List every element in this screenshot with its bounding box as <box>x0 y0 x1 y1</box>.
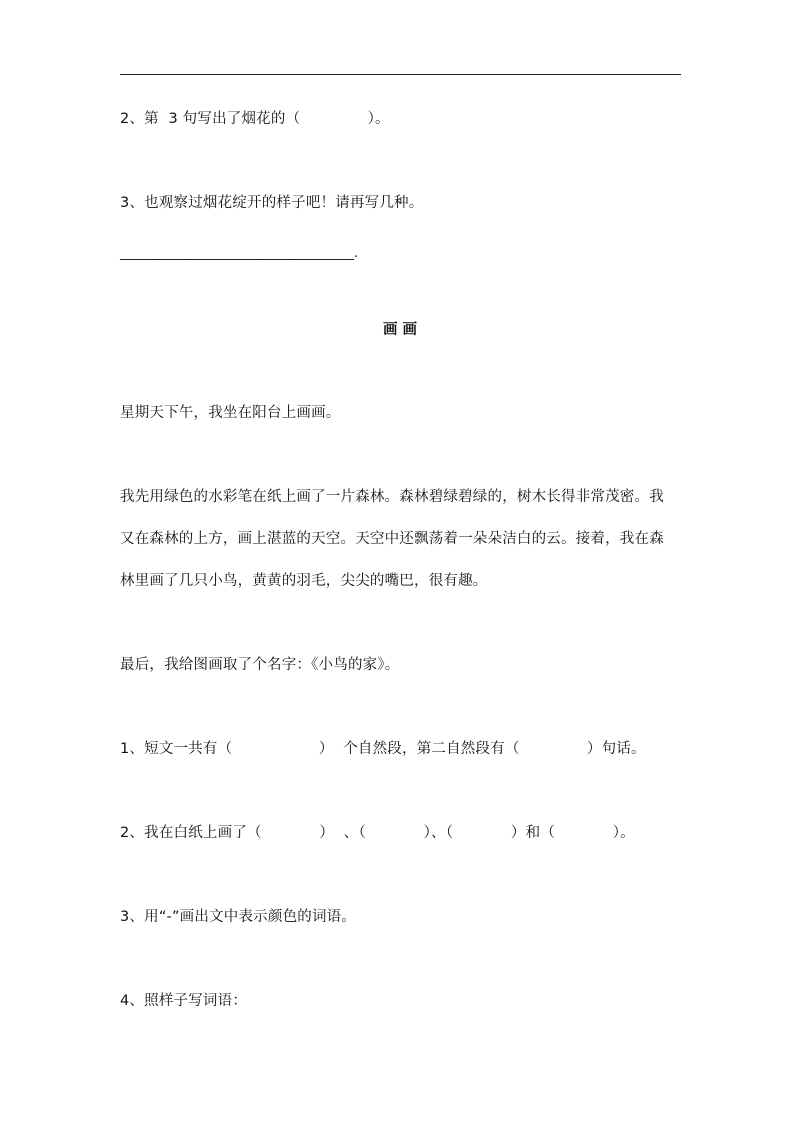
question-fireworks-2: 2、第 3 句写出了烟花的（ ）。 <box>120 111 390 127</box>
question-2: 2、我在白纸上画了（ ） 、（ ）、（ ）和（ ）。 <box>120 825 635 841</box>
paragraph-2-line-2: 又在森林的上方，画上湛蓝的天空。天空中还飘荡着一朵朵洁白的云。接着，我在森 <box>120 531 664 547</box>
question-4: 4、照样子写词语： <box>120 993 248 1009</box>
header-rule <box>120 74 681 75</box>
passage-title: 画 画 <box>382 322 418 338</box>
answer-blank-line: ____________________________________. <box>120 246 359 261</box>
question-1: 1、短文一共有（ ） 个自然段，第二自然段有（ ）句话。 <box>120 741 646 757</box>
paragraph-2-line-3: 林里画了几只小鸟，黄黄的羽毛，尖尖的嘴巴，很有趣。 <box>120 573 488 589</box>
paragraph-2-line-1: 我先用绿色的水彩笔在纸上画了一片森林。森林碧绿碧绿的，树木长得非常茂密。我 <box>120 489 664 505</box>
paragraph-1: 星期天下午，我坐在阳台上画画。 <box>120 405 341 421</box>
question-fireworks-3: 3、也观察过烟花绽开的样子吧！请再写几种。 <box>120 195 424 211</box>
paragraph-3: 最后，我给图画取了个名字：《小鸟的家》。 <box>120 657 400 673</box>
question-3: 3、用“-”画出文中表示颜色的词语。 <box>120 909 357 925</box>
